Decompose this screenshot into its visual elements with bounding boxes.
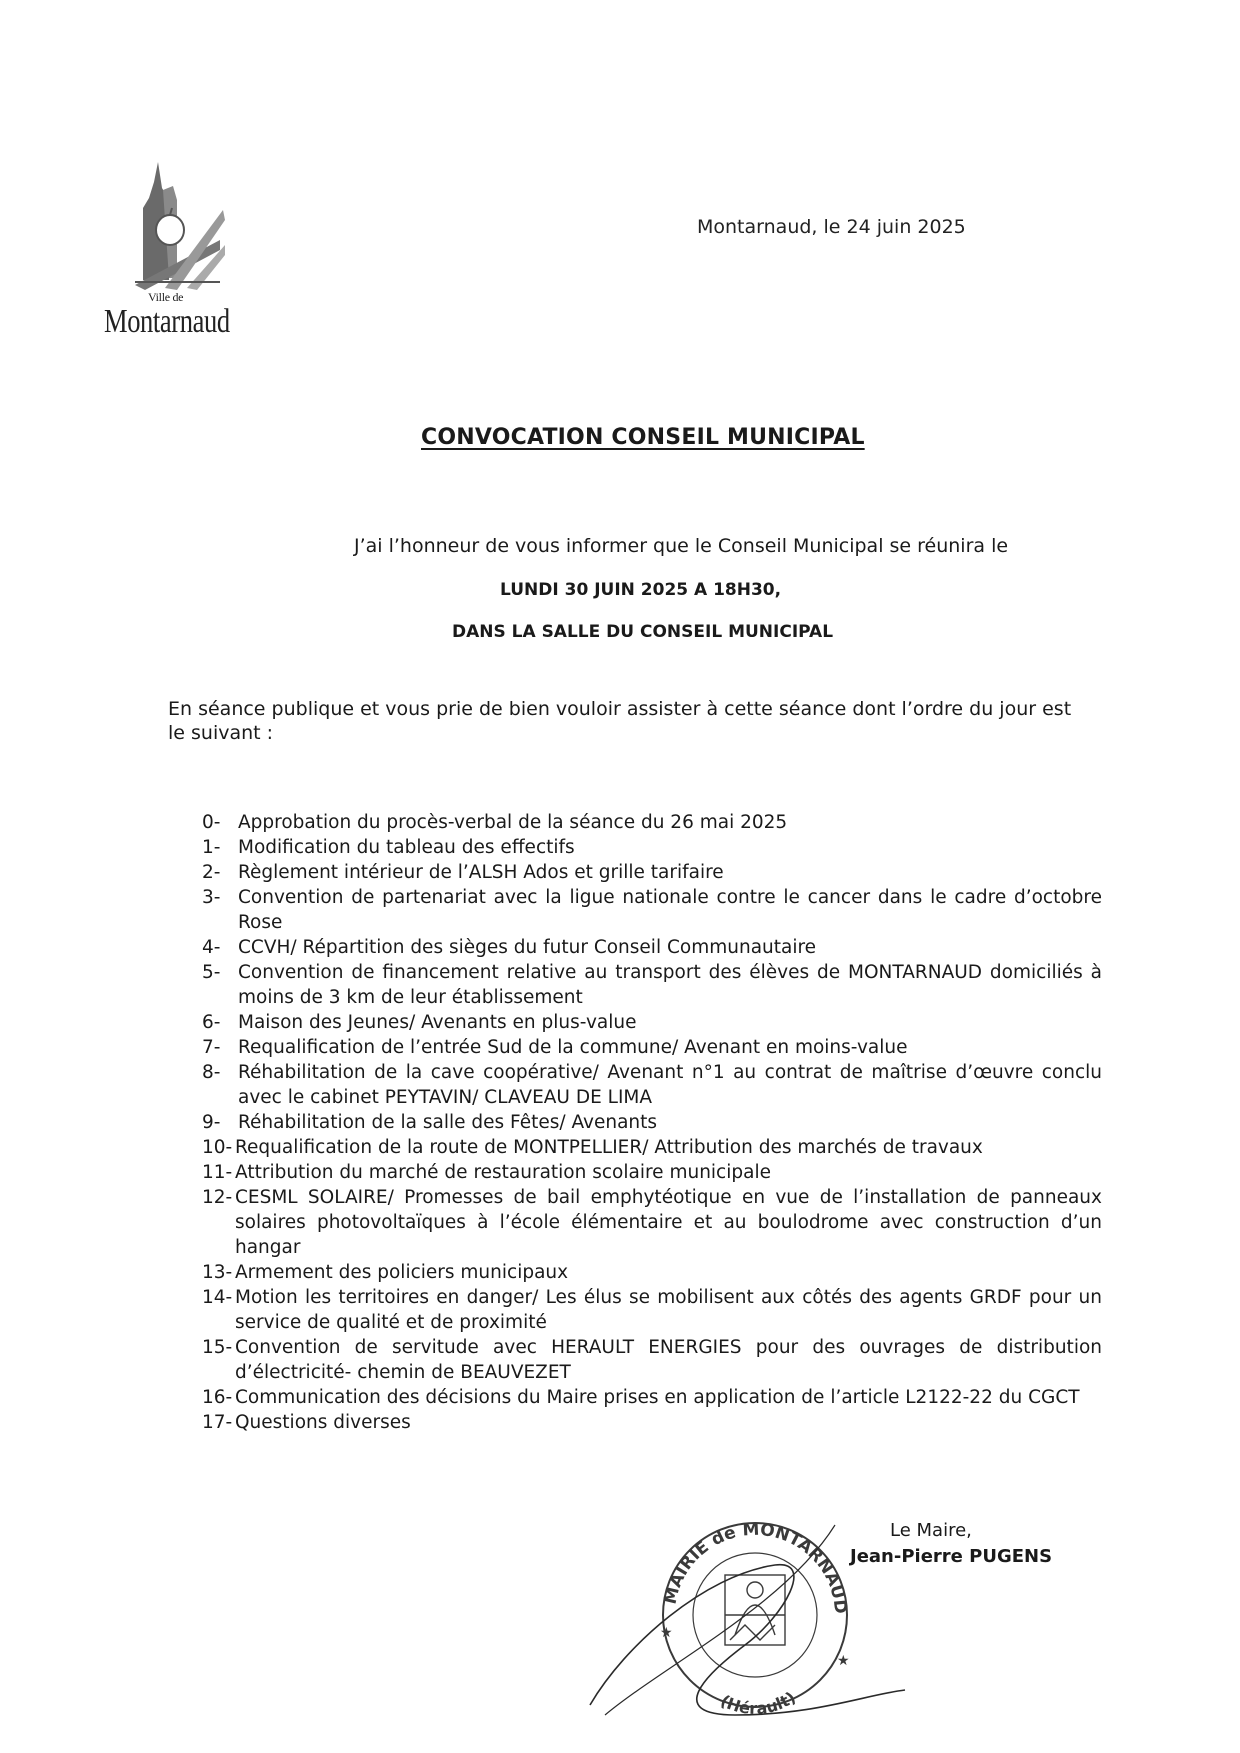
agenda-item <box>202 1160 1102 1185</box>
agenda-item <box>202 1260 1102 1285</box>
agenda-item-number: 11- <box>202 1162 233 1183</box>
agenda-item-text: Règlement intérieur de l’ALSH Ados et grille tarifaire <box>238 862 724 883</box>
signatory-title: Le Maire, <box>890 1520 972 1541</box>
agenda-item <box>202 1410 1102 1435</box>
signatory-name: Jean-Pierre PUGENS <box>850 1546 1053 1567</box>
signature-block <box>850 1518 1052 1570</box>
agenda-item-text: Approbation du procès-verbal de la séance du 26 mai 2025 <box>238 812 788 833</box>
agenda-item-number: 2- <box>202 862 221 883</box>
logo-ville-text: Ville de <box>148 290 184 304</box>
agenda-item-number: 8- <box>202 1062 221 1083</box>
agenda-item <box>202 860 1102 885</box>
agenda-item-number: 0- <box>202 812 221 833</box>
agenda-item-number: 6- <box>202 1012 221 1033</box>
agenda-item-number: 17- <box>202 1412 233 1433</box>
agenda-item <box>202 935 1102 960</box>
intro-sentence: J’ai l’honneur de vous informer que le Conseil Municipal se réunira le <box>354 535 1009 557</box>
agenda-item <box>202 1285 1102 1335</box>
meeting-location: DANS LA SALLE DU CONSEIL MUNICIPAL <box>452 622 834 642</box>
agenda-item <box>202 1010 1102 1035</box>
agenda-item-number: 5- <box>202 962 221 983</box>
agenda-item <box>202 1335 1102 1385</box>
stamp-top-text: MAIRIE de MONTARNAUD <box>660 1519 851 1615</box>
agenda-item-number: 4- <box>202 937 221 958</box>
agenda-item-text: Convention de partenariat avec la ligue nationale contre le cancer dans le cadre d’octobre Rose <box>238 887 1102 933</box>
agenda-item-text: Communication des décisions du Maire prises en application de l’article L2122-22 du CGCT <box>235 1387 1080 1408</box>
agenda-item-text: Questions diverses <box>235 1412 411 1433</box>
agenda-item-number: 15- <box>202 1337 233 1358</box>
agenda-item-text: Convention de financement relative au transport des élèves de MONTARNAUD domiciliés à moins de 3 km de leur établissement <box>238 962 1102 1008</box>
agenda-item <box>202 1135 1102 1160</box>
agenda-item-text: Requalification de l’entrée Sud de la commune/ Avenant en moins-value <box>238 1037 908 1058</box>
document-title: CONVOCATION CONSEIL MUNICIPAL <box>421 425 865 450</box>
agenda-item-text: Motion les territoires en danger/ Les élus se mobilisent aux côtés des agents GRDF pour un service de qualité et de proximité <box>235 1287 1102 1333</box>
agenda-item-text: CESML SOLAIRE/ Promesses de bail emphytéotique en vue de l’installation de panneaux solaires photovoltaïques à l’école élémentaire et au boulodrome avec construction d’un hangar <box>235 1187 1102 1258</box>
logo-town-name: Montarnaud <box>104 303 230 340</box>
agenda-item-text: Modification du tableau des effectifs <box>238 837 575 858</box>
agenda-item <box>202 885 1102 935</box>
agenda-item <box>202 1110 1102 1135</box>
stamp-emblem-icon <box>725 1575 785 1645</box>
agenda-item-text: Attribution du marché de restauration scolaire municipale <box>235 1162 771 1183</box>
agenda-item <box>202 1060 1102 1110</box>
agenda-item-number: 1- <box>202 837 221 858</box>
agenda-item-text: Réhabilitation de la cave coopérative/ Avenant n°1 au contrat de maîtrise d’œuvre conclu avec le cabinet PEYTAVIN/ CLAVEAU DE LIMA <box>238 1062 1102 1108</box>
agenda-item-number: 7- <box>202 1037 221 1058</box>
agenda-item-text: Convention de servitude avec HERAULT ENERGIES pour des ouvrages de distribution d’électricité- chemin de BEAUVEZET <box>235 1337 1102 1383</box>
agenda-item-number: 14- <box>202 1287 233 1308</box>
logo-emblem-icon <box>125 160 225 290</box>
agenda-item-number: 13- <box>202 1262 233 1283</box>
agenda-item-text: CCVH/ Répartition des sièges du futur Conseil Communautaire <box>238 937 817 958</box>
agenda-item-number: 16- <box>202 1387 233 1408</box>
agenda-item-number: 10- <box>202 1137 233 1158</box>
agenda-item <box>202 835 1102 860</box>
agenda-item-text: Armement des policiers municipaux <box>235 1262 569 1283</box>
agenda-item-text: Maison des Jeunes/ Avenants en plus-value <box>238 1012 637 1033</box>
agenda-item <box>202 810 1102 835</box>
agenda-item-number: 3- <box>202 887 221 908</box>
town-logo <box>100 160 250 350</box>
agenda-item-number: 12- <box>202 1187 233 1208</box>
stamp-star-icon: ★ <box>837 1653 850 1669</box>
meeting-datetime: LUNDI 30 JUIN 2025 A 18H30, <box>500 580 782 600</box>
preamble-paragraph: En séance publique et vous prie de bien vouloir assister à cette séance dont l’ordre du jour est le suivant : <box>168 698 1072 744</box>
stamp-bottom-text: (Hérault) <box>717 1687 800 1719</box>
agenda-item <box>202 1185 1102 1260</box>
agenda-list <box>202 810 1102 1435</box>
agenda-item <box>202 1035 1102 1060</box>
agenda-item <box>202 960 1102 1010</box>
agenda-item-text: Réhabilitation de la salle des Fêtes/ Avenants <box>238 1112 658 1133</box>
agenda-item-text: Requalification de la route de MONTPELLIER/ Attribution des marchés de travaux <box>235 1137 983 1158</box>
stamp-star-icon: ★ <box>660 1625 673 1641</box>
agenda-item-number: 9- <box>202 1112 221 1133</box>
official-stamp <box>585 1465 915 1745</box>
agenda-item <box>202 1385 1102 1410</box>
place-and-date: Montarnaud, le 24 juin 2025 <box>697 216 966 238</box>
